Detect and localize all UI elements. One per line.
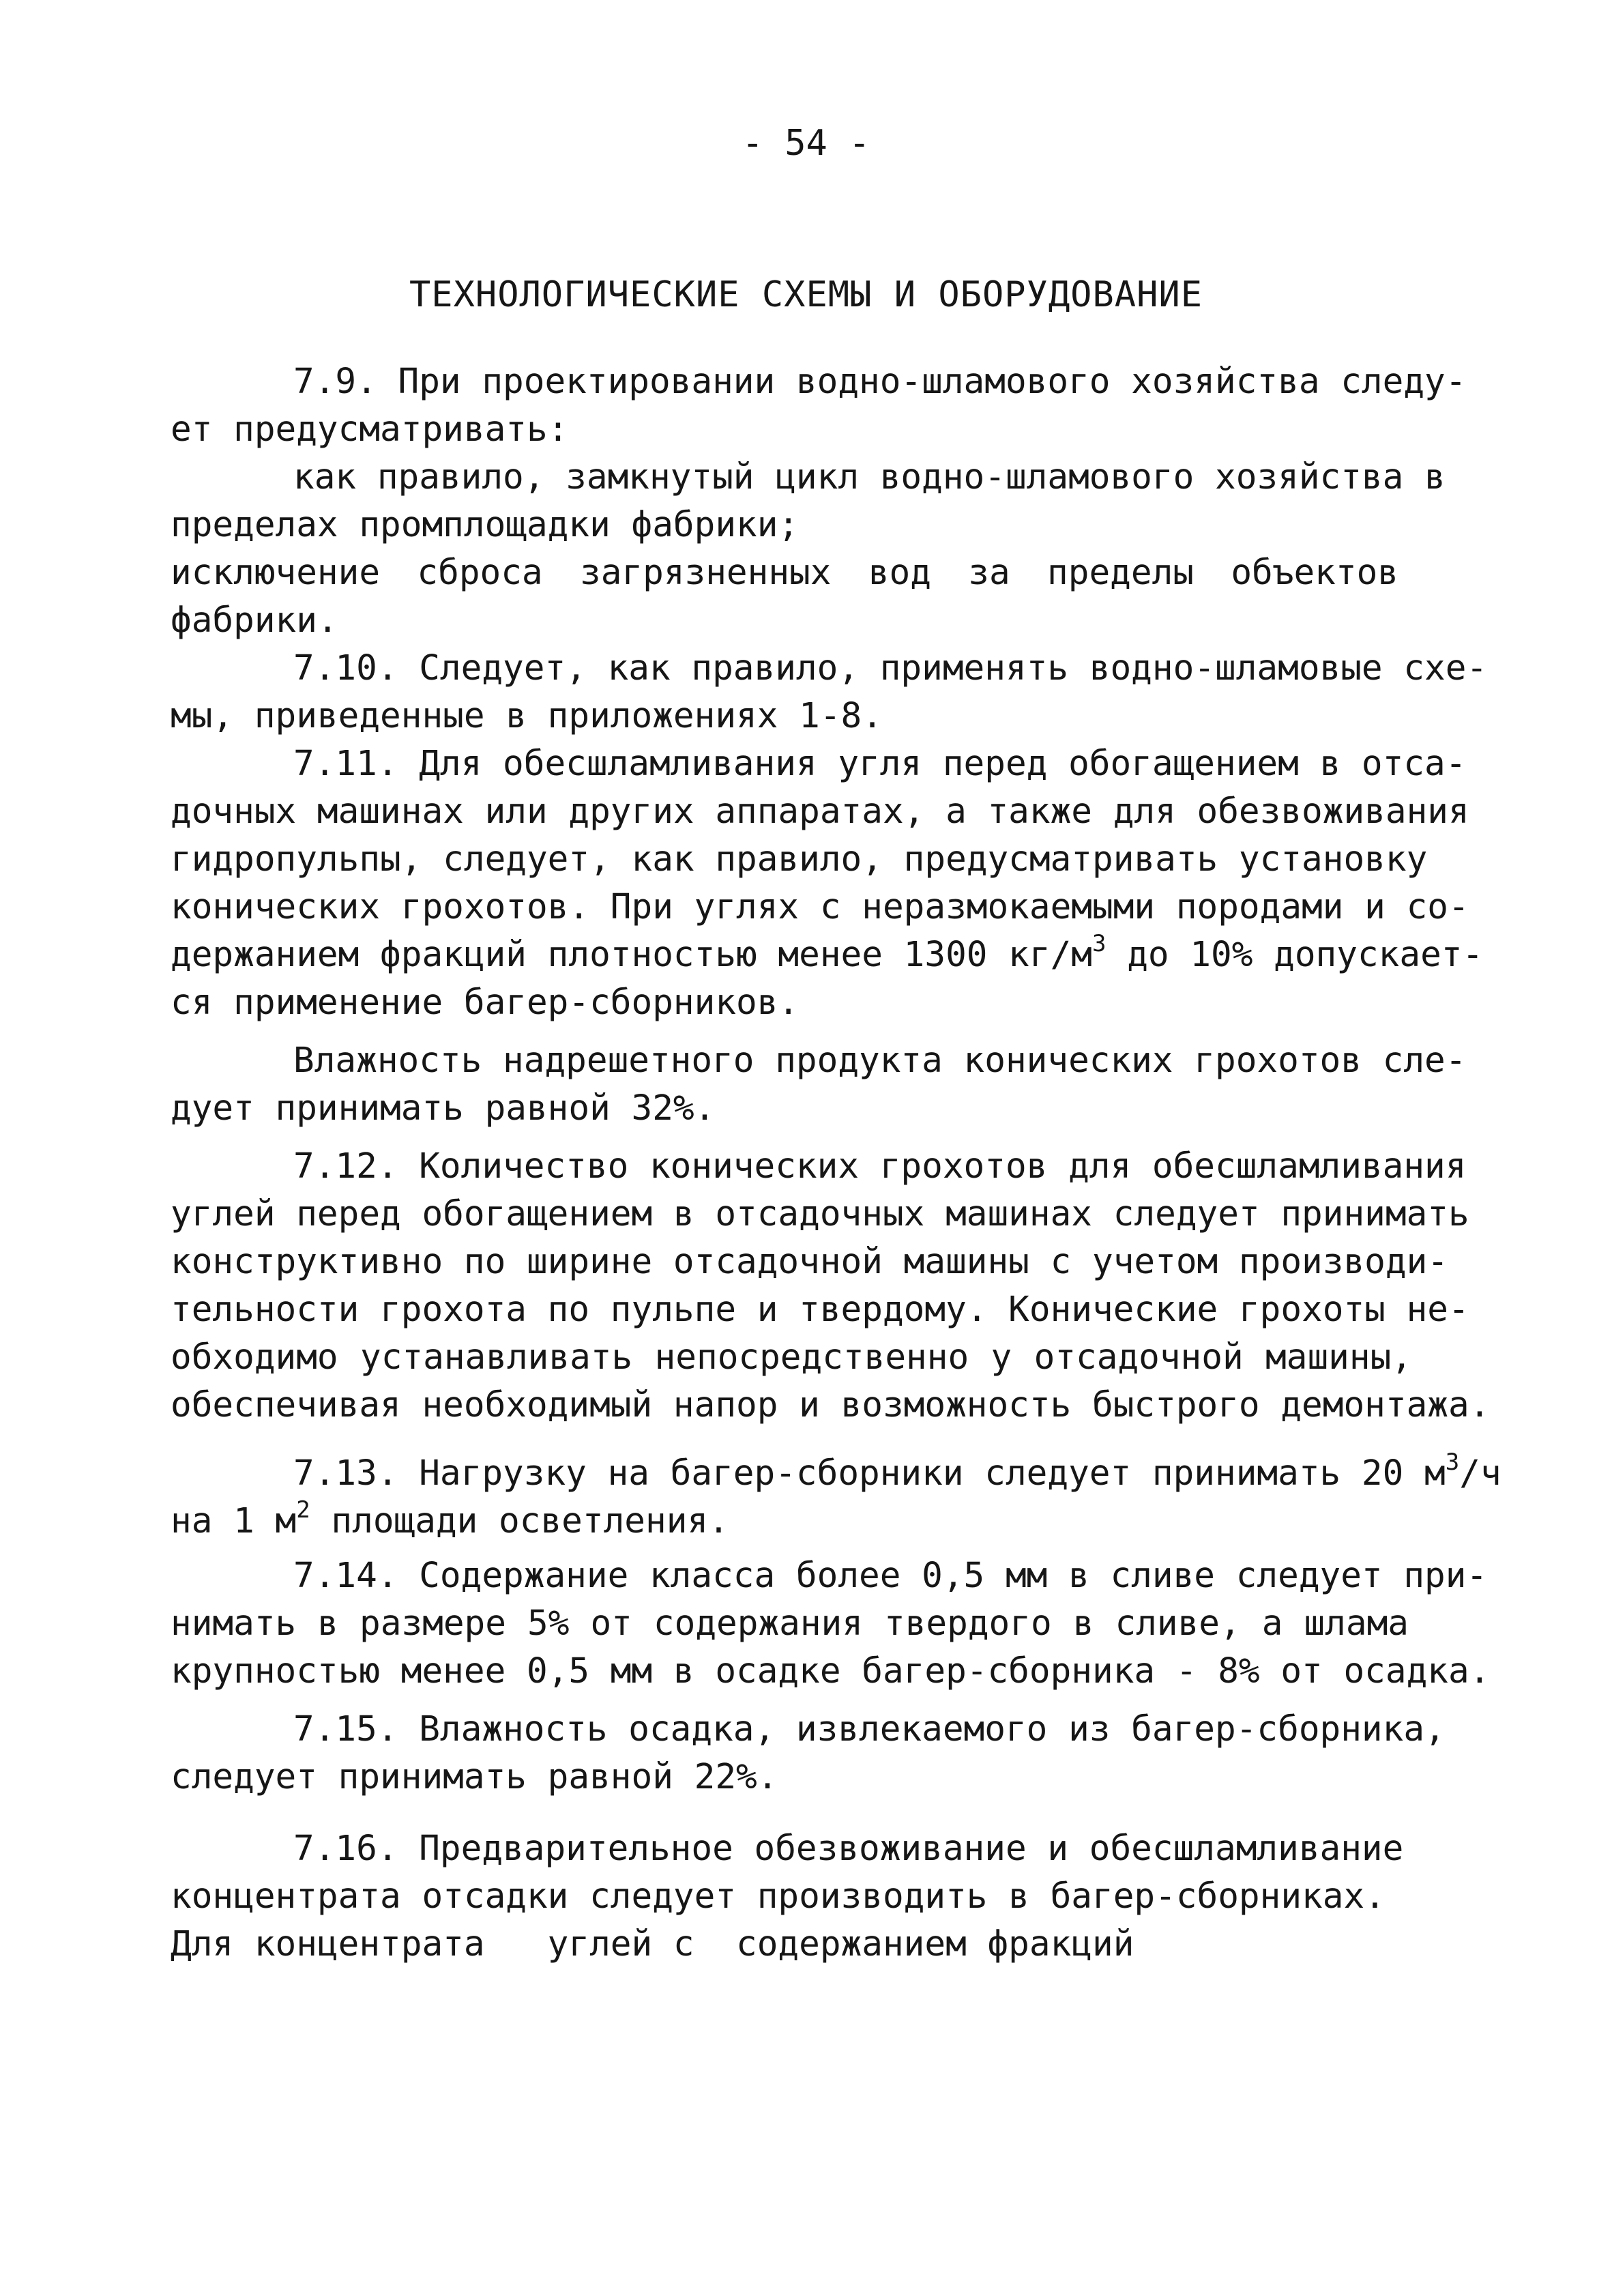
text-segment: до 10% допускает- — [1106, 935, 1484, 975]
text-segment: 7.13. Нагрузку на багер-сборники следует принимать 20 м — [293, 1453, 1446, 1494]
text-line: обеспечивая необходимый напор и возможность быстрого демонтажа. — [171, 1385, 1491, 1425]
text-segment: держанием фракций плотностью менее 1300 кг/м — [171, 935, 1093, 975]
text-line: 7.15. Влажность осадка, извлекаемого из багер-сборника, — [293, 1709, 1446, 1749]
text-line: конструктивно по ширине отсадочной машины с учетом производи- — [171, 1242, 1448, 1282]
text-segment: на 1 м — [171, 1501, 297, 1541]
text-line: как правило, замкнутый цикл водно-шламового хозяйства в — [293, 457, 1446, 497]
text-line — [293, 1449, 1501, 1494]
text-line: ет предусматривать: — [171, 409, 569, 450]
text-line: 7.11. Для обесшламливания угля перед обогащением в отса- — [293, 744, 1467, 784]
text-line — [171, 1496, 989, 1542]
text-line: обходимо устанавливать непосредственно у отсадочной машины, — [171, 1337, 1412, 1378]
text-line: 7.14. Содержание класса более 0,5 мм в сливе следует при- — [293, 1556, 1488, 1596]
page-number: - 54 - — [742, 123, 870, 164]
text-line: Влажность надрешетного продукта конических грохотов сле- — [293, 1041, 1467, 1081]
text-line: 7.12. Количество конических грохотов для обесшламливания — [293, 1146, 1467, 1187]
text-line: углей перед обогащением в отсадочных машинах следует принимать — [171, 1194, 1469, 1234]
text-line: Для концентрата углей с содержанием фракций — [171, 1924, 1134, 1964]
text-line: 7.16. Предварительное обезвоживание и обесшламливание — [293, 1829, 1404, 1869]
superscript: 3 — [1445, 1449, 1460, 1476]
text-line: пределах промплощадки фабрики; — [171, 505, 800, 545]
text-line: 7.10. Следует, как правило, применять водно-шламовые схе- — [293, 648, 1488, 688]
text-line: фабрики. — [171, 600, 338, 641]
section-title: ТЕХНОЛОГИЧЕСКИЕ СХЕМЫ И ОБОРУДОВАНИЕ — [409, 274, 1203, 315]
text-line: гидропульпы, следует, как правило, предусматривать установку — [171, 839, 1428, 880]
text-line: ся применение багер-сборников. — [171, 983, 800, 1023]
text-line: исключение сброса загрязненных вод за пределы объектов — [171, 553, 1398, 593]
text-line: тельности грохота по пульпе и твердому. Конические грохоты не- — [171, 1290, 1469, 1330]
text-line: дочных машинах или других аппаратах, а также для обезвоживания — [171, 791, 1469, 832]
text-line: 7.9. При проектировании водно-шламового хозяйства следу- — [293, 362, 1467, 402]
text-line: крупностью менее 0,5 мм в осадке багер-сборника - 8% от осадка. — [171, 1651, 1491, 1691]
text-line: дует принимать равной 32%. — [171, 1088, 716, 1129]
text-segment: /ч — [1459, 1453, 1501, 1494]
text-segment: площади осветления. — [310, 1501, 729, 1541]
text-line: конических грохотов. При углях с неразмокаемыми породами и со- — [171, 887, 1469, 927]
text-line: концентрата отсадки следует производить в багер-сборниках. — [171, 1876, 1386, 1917]
text-line — [171, 930, 1484, 976]
text-line: нимать в размере 5% от содержания твердого в сливе, а шлама — [171, 1603, 1409, 1644]
superscript: 3 — [1092, 930, 1107, 957]
superscript: 2 — [296, 1496, 310, 1524]
text-line: следует принимать равной 22%. — [171, 1757, 778, 1797]
text-line: мы, приведенные в приложениях 1-8. — [171, 696, 883, 736]
